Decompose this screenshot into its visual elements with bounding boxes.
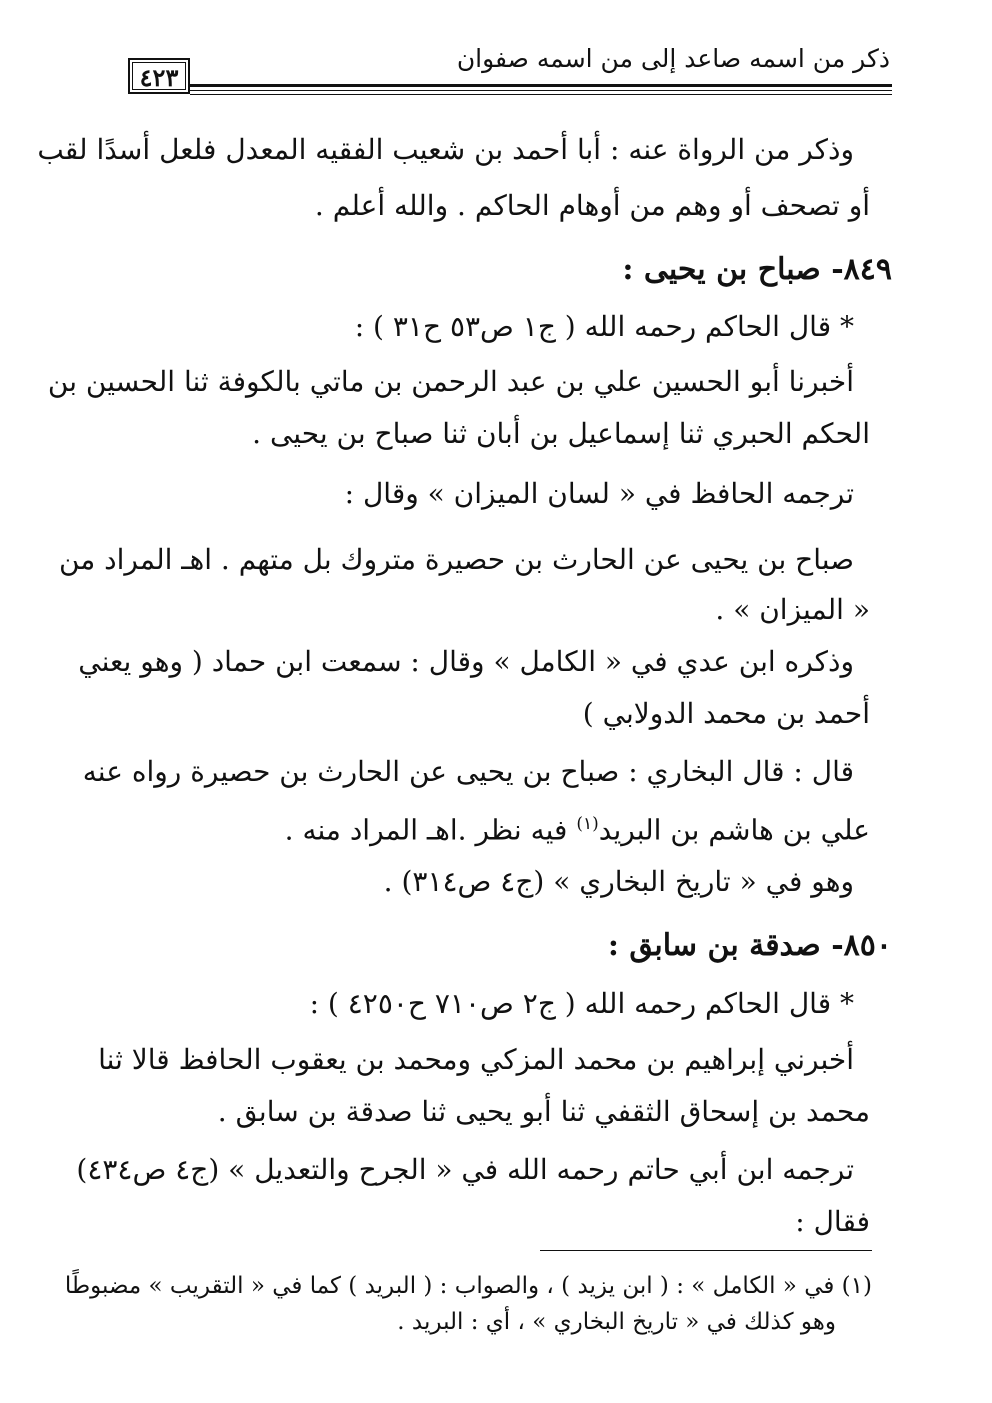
footnote-rule [540, 1250, 872, 1251]
body-line: أو تصحف أو وهم من أوهام الحاكم . والله أعلم . [314, 189, 870, 222]
body-line: وهو في « تاريخ البخاري » (ج٤ ص٣١٤) . [383, 865, 854, 898]
body-line: فقال : [795, 1205, 870, 1238]
body-text: علي بن هاشم بن البريد [598, 813, 870, 847]
body-line: قال : قال البخاري : صباح بن يحيى عن الحارث بن حصيرة رواه عنه [82, 755, 854, 788]
header-rule [190, 84, 892, 91]
entry-heading-849: ٨٤٩- صباح بن يحيى : [622, 252, 892, 287]
body-line: ترجمه ابن أبي حاتم رحمه الله في « الجرح والتعديل » (ج٤ ص٤٣٤) [76, 1153, 854, 1186]
body-line: أخبرنا أبو الحسين علي بن عبد الرحمن بن ماتي بالكوفة ثنا الحسين بن [47, 365, 854, 398]
body-line: « الميزان » . [715, 593, 870, 626]
footnote-marker: (١) [576, 814, 599, 834]
header-rule-thin [190, 94, 892, 95]
running-header-title: ذكر من اسمه صاعد إلى من اسمه صفوان [456, 44, 890, 73]
body-line: ترجمه الحافظ في « لسان الميزان » وقال : [344, 477, 854, 510]
body-text: فيه نظر .اهـ المراد منه . [284, 813, 577, 847]
body-line: وذكر من الرواة عنه : أبا أحمد بن شعيب الفقيه المعدل فلعل أسدًا لقب [37, 133, 854, 166]
body-line: أخبرني إبراهيم بن محمد المزكي ومحمد بن يعقوب الحافظ قالا ثنا [98, 1043, 854, 1076]
footnote-line: وهو كذلك في « تاريخ البخاري » ، أي : البريد . [397, 1309, 836, 1335]
body-line: أحمد بن محمد الدولابي ) [582, 697, 870, 730]
page-number: ٤٢٣ [128, 58, 190, 94]
body-line: * قال الحاكم رحمه الله ( ج١ ص٥٣ ح٣١ ) : [354, 310, 854, 343]
body-line: * قال الحاكم رحمه الله ( ج٢ ص٧١٠ ح٤٢٥٠ ) : [309, 987, 854, 1020]
body-line [285, 804, 870, 850]
body-line: الحكم الحبري ثنا إسماعيل بن أبان ثنا صباح بن يحيى . [252, 417, 870, 450]
footnote-line: (١) في « الكامل » : ( ابن يزيد ) ، والصواب : ( البريد ) كما في « التقريب » مضبوطًا [64, 1273, 872, 1299]
body-line: محمد بن إسحاق الثقفي ثنا أبو يحيى ثنا صدقة بن سابق . [217, 1095, 870, 1128]
body-line: وذكره ابن عدي في « الكامل » وقال : سمعت ابن حماد ( وهو يعني [78, 645, 854, 678]
body-line: صباح بن يحيى عن الحارث بن حصيرة متروك بل متهم . اهـ المراد من [58, 543, 854, 576]
entry-heading-850: ٨٥٠- صدقة بن سابق : [607, 928, 892, 963]
